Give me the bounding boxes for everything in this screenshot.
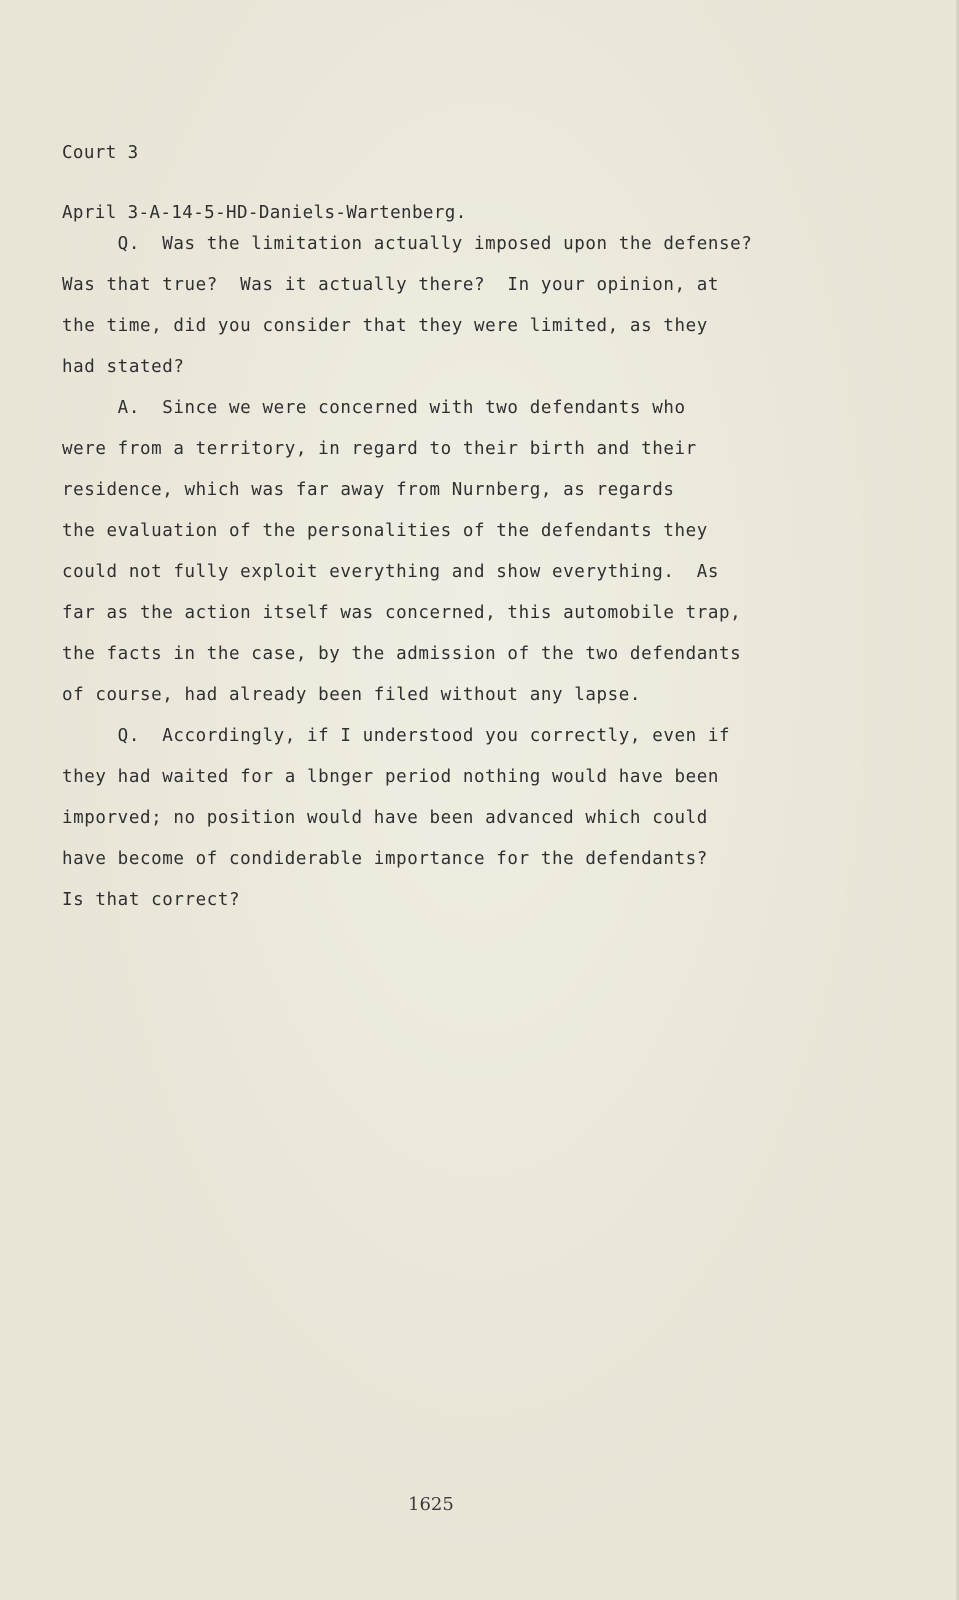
transcript-line: were from a territory, in regard to their birth and their — [62, 439, 697, 459]
transcript-line: far as the action itself was concerned, this automobile trap, — [62, 603, 742, 623]
transcript-body — [62, 224, 822, 921]
transcript-line: of course, had already been filed without any lapse. — [62, 685, 642, 705]
transcript-line: could not fully exploit everything and show everything. As — [62, 562, 720, 582]
transcript-line: imporved; no position would have been advanced which could — [62, 808, 708, 828]
transcript-line: the evaluation of the personalities of the defendants they — [62, 521, 708, 541]
transcript-line: had stated? — [62, 357, 185, 377]
transcript-line: Is that correct? — [62, 890, 241, 910]
page-edge — [955, 0, 959, 1600]
transcript-line: they had waited for a lbnger period nothing would have been — [62, 767, 720, 787]
transcript-line: Was that true? Was it actually there? In your opinion, at — [62, 275, 720, 295]
header-reference: April 3-A-14-5-HD-Daniels-Wartenberg. — [62, 203, 467, 223]
header-court: Court 3 — [62, 143, 139, 163]
transcript-line: Q. Was the limitation actually imposed upon the defense? — [62, 234, 753, 254]
transcript-line: Q. Accordingly, if I understood you correctly, even if — [62, 726, 731, 746]
transcript-line: A. Since we were concerned with two defendants who — [62, 398, 686, 418]
transcript-line: the facts in the case, by the admission of the two defendants — [62, 644, 742, 664]
page-number: 1625 — [408, 1494, 454, 1515]
transcript-line: the time, did you consider that they were limited, as they — [62, 316, 708, 336]
transcript-line: residence, which was far away from Nurnberg, as regards — [62, 480, 675, 500]
transcript-line: have become of condiderable importance for the defendants? — [62, 849, 708, 869]
